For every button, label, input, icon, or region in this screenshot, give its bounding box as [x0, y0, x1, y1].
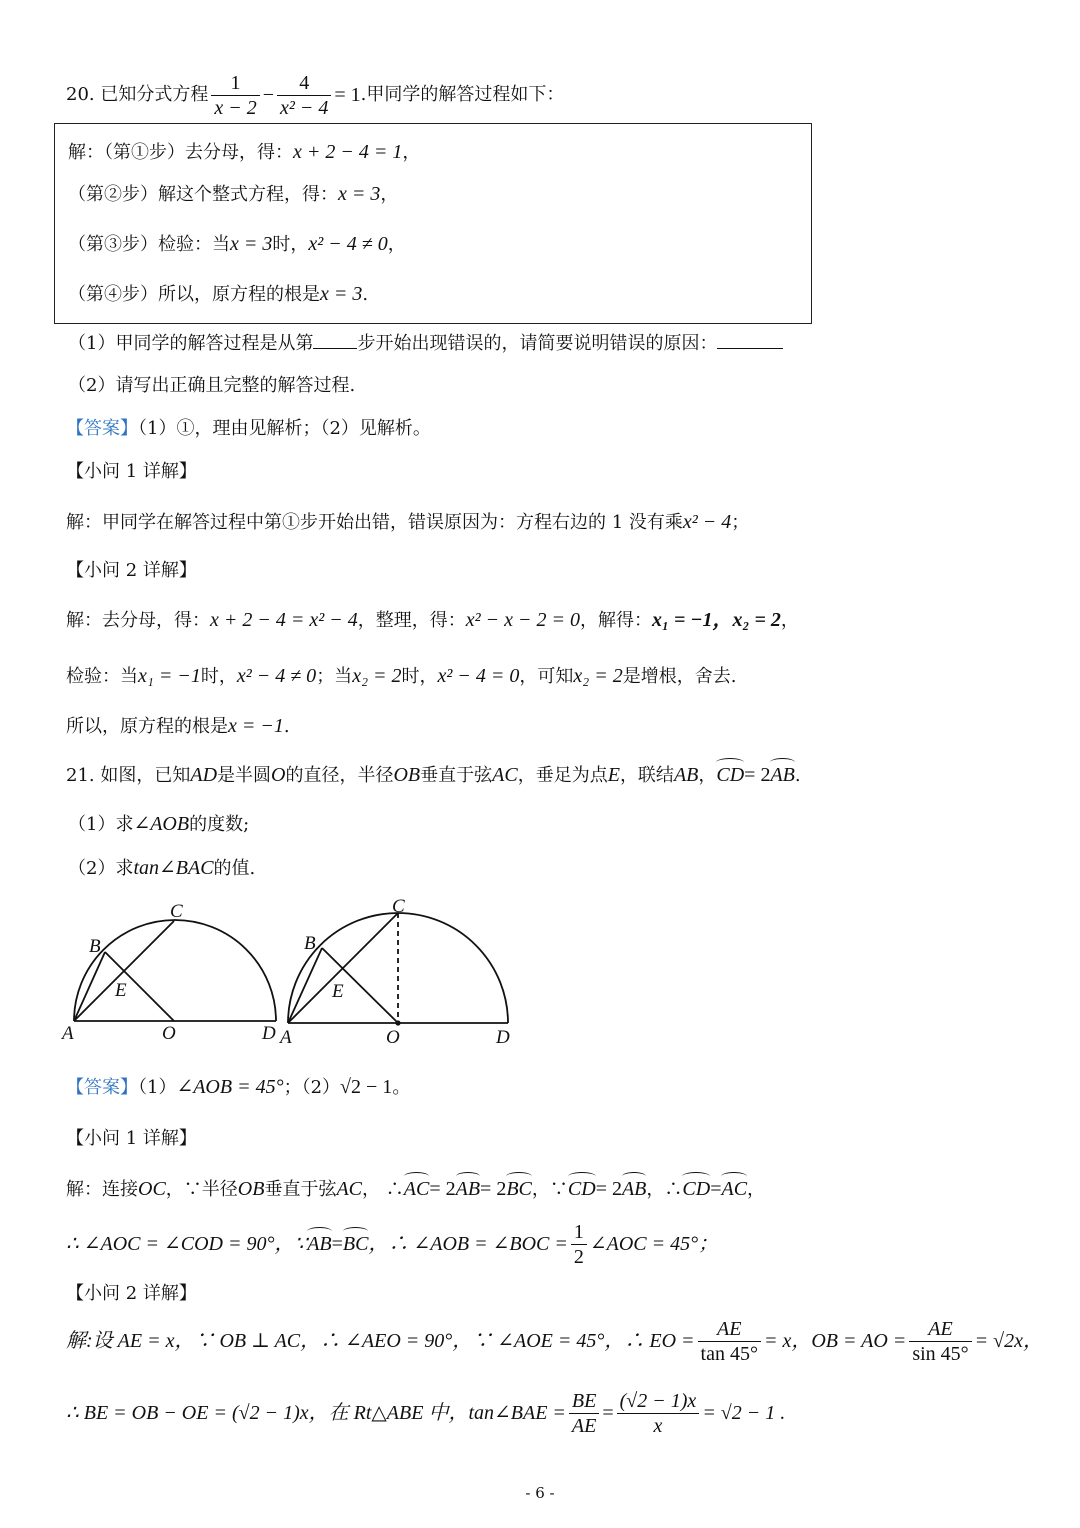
- label-D: D: [262, 1023, 276, 1044]
- fraction-half: $\frac{1}{2}$: [571, 1220, 587, 1269]
- q20-label: 20. 已知分式方程: [66, 84, 209, 105]
- figure-2: [288, 913, 508, 1023]
- q20-box-step2: （第②步）解这个整式方程，得：x = 3，: [68, 183, 399, 205]
- answer-tag: 【答案】: [66, 1077, 138, 1098]
- q21-detail1-line2: ∴ ∠AOC = ∠COD = 90°，∵ AB = BC ，∴ ∠AOB = ∠BOC = $\frac{1}{2}$ ∠AOC = 45°；: [66, 1220, 719, 1268]
- q21-stem: 21. 如图，已知AD是半圆O的直径，半径OB垂直于弦AC，垂足为点E，联结AB，CD= 2AB.: [66, 764, 801, 786]
- q21-sub2: （2）求tan∠BAC的值.: [68, 857, 256, 879]
- answer-blank[interactable]: [313, 348, 357, 349]
- label-D: D: [496, 1027, 510, 1048]
- q21-detail1-line1: 解：连接OC，∵半径OB垂直于弦AC， ∴AC= 2AB= 2BC，∵CD= 2AB，∴CD=AC，: [66, 1178, 766, 1200]
- q21-detail2-line2: ∴ BE = OB − OE = (√2 − 1)x，在 Rt△ABE 中， tan∠BAE = $\frac{BE}{AE}$ = $\frac{(√2 - 1)x}{x}$ = √2 − 1 .: [66, 1389, 786, 1437]
- q20-fraction-1: $\frac{1}{x - 2}$: [211, 71, 259, 120]
- figure-2-labels: [278, 896, 510, 1048]
- q20-detail2-line3: 所以，原方程的根是x = −1.: [66, 715, 290, 737]
- q21-detail1-head: 【小问 1 详解】: [66, 1128, 197, 1149]
- figure-1-labels: [60, 901, 276, 1044]
- page-number: - 6 -: [525, 1484, 555, 1502]
- label-O: O: [386, 1027, 400, 1048]
- fraction-be-ae: $\frac{BE}{AE}$: [569, 1389, 599, 1438]
- q20-sub2: （2）请写出正确且完整的解答过程.: [68, 375, 356, 396]
- q21-detail2-head: 【小问 2 详解】: [66, 1283, 197, 1304]
- q20-box-step1: 解：（第①步）去分母，得：x + 2 − 4 = 1，: [68, 141, 421, 163]
- q20-answer: 【答案】（1）①，理由见解析；（2）见解析。: [66, 418, 431, 439]
- label-C: C: [392, 896, 405, 917]
- q20-sub1: （1）甲同学的解答过程是从第 步开始出现错误的，请简要说明错误的原因：: [68, 332, 783, 356]
- answer-blank[interactable]: [717, 348, 783, 349]
- label-A: A: [62, 1023, 74, 1044]
- q20-detail2-line1: 解：去分母，得：x + 2 − 4 = x² − 4，整理，得：x² − x − 2 = 0，解得：x₁ = −1，x₂ = 2，: [66, 609, 799, 631]
- q20-stem: 20. 已知分式方程 $\frac{1}{x - 2}$ − $\frac{4}{\text{x² − 4}}$ = 1 .甲同学的解答过程如下：: [66, 71, 565, 119]
- q20-detail2-line2: 检验：当x₁ = −1时，x² − 4 ≠ 0；当x₂ = 2时，x² − 4 = 0，可知x₂ = 2是增根，舍去.: [66, 665, 737, 687]
- label-O: O: [162, 1023, 176, 1044]
- q21-sub1: （1）求∠AOB的度数;: [68, 813, 250, 835]
- q20-detail1-head: 【小问 1 详解】: [66, 461, 197, 482]
- label-A: A: [280, 1027, 292, 1048]
- q21-figures: [60, 895, 530, 1055]
- q20-detail1-text: 解：甲同学在解答过程中第①步开始出错，错误原因为：方程右边的 1 没有乘x² − 4；: [66, 511, 750, 533]
- label-B: B: [304, 933, 316, 954]
- fraction-ae-sin: $\frac{AE}{\sin 45^\circ}$: [909, 1317, 971, 1366]
- center-point: [395, 1020, 400, 1025]
- label-E: E: [115, 980, 127, 1001]
- label-E: E: [332, 981, 344, 1002]
- q21-answer: 【答案】（1）∠AOB = 45°；（2）√2 − 1。: [66, 1076, 411, 1098]
- q20-box-step3: （第③步）检验：当x = 3时，x² − 4 ≠ 0，: [68, 233, 406, 255]
- q20-box-step4: （第④步）所以，原方程的根是x = 3.: [68, 283, 369, 305]
- q20-fraction-2: $\frac{4}{\text{x² − 4}}$: [277, 71, 331, 120]
- answer-tag: 【答案】: [66, 418, 138, 439]
- q20-detail2-head: 【小问 2 详解】: [66, 560, 197, 581]
- fraction-ae-tan: $\frac{AE}{\tan 45^\circ}$: [698, 1317, 761, 1366]
- label-C: C: [170, 901, 183, 922]
- figure-1: [74, 920, 276, 1021]
- label-B: B: [89, 936, 101, 957]
- fraction-result: $\frac{(√2 - 1)x}{x}$: [617, 1389, 700, 1438]
- q21-detail2-line1: 解:设 AE = x，∵ OB ⊥ AC，∴ ∠AEO = 90°，∵ ∠AOE = 45°，∴ EO = $\frac{AE}{\tan 45^\circ}$ = x，OB = AO = $\frac{AE}{\sin 45^\circ}$ = √2x，: [66, 1317, 1044, 1365]
